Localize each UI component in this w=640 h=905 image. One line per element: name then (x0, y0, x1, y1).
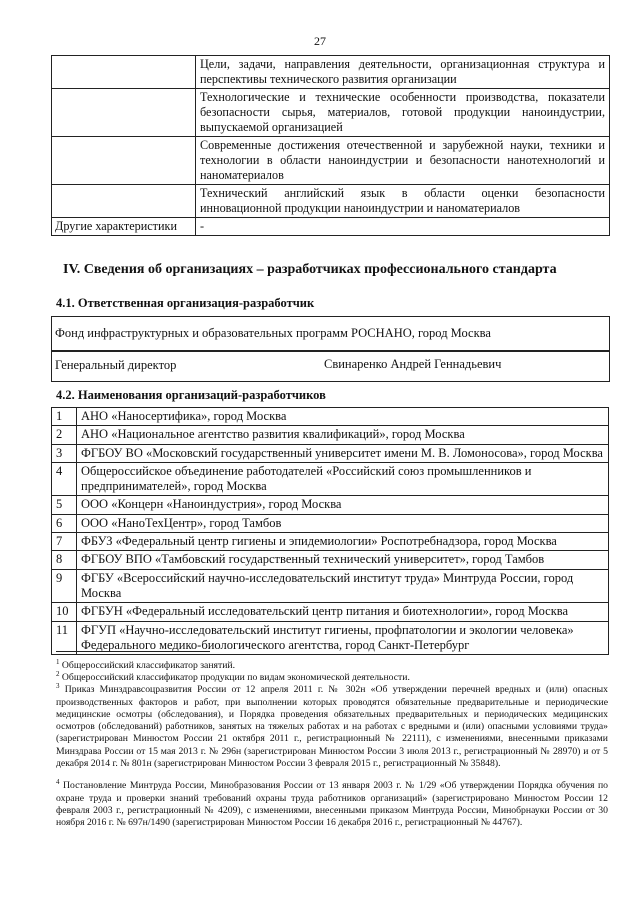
row-number: 11 (52, 621, 77, 655)
row-number: 4 (52, 462, 77, 496)
org-name: ФГБУН «Федеральный исследовательский центр питания и биотехнологии», город Москва (77, 603, 609, 621)
table-row (52, 462, 609, 496)
table-row (52, 218, 610, 236)
footnote (56, 680, 608, 770)
footnote (56, 776, 608, 829)
row-number: 10 (52, 603, 77, 621)
footnote-text: Общероссийский классификатор занятий. (61, 660, 236, 672)
table-row (52, 551, 609, 569)
org-name: Общероссийское объединение работодателей «Российский союз промышленников и предпринимателей», город Москва (77, 462, 609, 496)
org-name: ООО «НаноТехЦентр», город Тамбов (77, 514, 609, 532)
table-row (52, 137, 610, 185)
row-number: 7 (52, 533, 77, 551)
row-number: 5 (52, 496, 77, 514)
table-cell (52, 137, 196, 185)
org-name: ООО «Концерн «Наноиндустрия», город Москва (77, 496, 609, 514)
org-name: АНО «Наносертифика», город Москва (77, 408, 609, 426)
responsible-person-box (51, 350, 610, 382)
footnote-text: Постановление Минтруда России, Минобразования России от 13 января 2003 г. № 1/29 «Об утверждении Порядка обучения по охране труда и проверки знаний требований охраны труда работников организаций» (зарегистрировано Минюстом России 12 февраля 2003 г., регистрационный № 4209), с изменениями, внесенными приказом Минтруда России, Минобрнауки России от 30 ноября 2016 г. № 697н/1490 (зарегистрирован Минюстом России 16 декабря 2016 г., регистрационный № 44767). (56, 780, 608, 829)
responsible-org: Фонд инфраструктурных и образовательных программ РОСНАНО, город Москва (55, 326, 491, 340)
table-row (52, 621, 609, 655)
footnote-text: Приказ Минздравсоцразвития России от 12 апреля 2011 г. № 302н «Об утверждении перечней вредных и (или) опасных производственных факторов и работ, при выполнении которых проводятся обязательные предварительные и периодические медицинские осмотры (обследования), и Порядка проведения обязательных предварительных и периодических медицинских осмотров (обследований) работников, занятых на тяжелых работах и на работах с вредными и (или) опасными условиями труда» (зарегистрирован Минюстом России 21 октября 2011 г., регистрационный № 22111), с изменениями, внесенными приказами Минздрава России от 15 мая 2013 г. № 296н (зарегистрирован Минюстом России 3 июля 2013 г., регистрационный № 28970) и от 5 декабря 2014 г. № 801н (зарегистрирован Минюстом России 3 февраля 2015 г., регистрационный № 35848). (56, 684, 609, 770)
row-number: 6 (52, 514, 77, 532)
org-name: ФГБОУ ВО «Московский государственный университет имени М. В. Ломоносова», город Москва (77, 444, 609, 462)
table-row (52, 444, 609, 462)
row-number: 3 (52, 444, 77, 462)
footnote-mark: 3 (56, 682, 60, 690)
table-row (52, 56, 610, 89)
table-row (52, 185, 610, 218)
row-number: 1 (52, 408, 77, 426)
table-cell: Технический английский язык в области оценки безопасности инновационной продукции наноиндустрии и наноматериалов (196, 185, 610, 218)
page-number: 27 (314, 34, 326, 48)
section-title: IV. Сведения об организациях – разработчиках профессионального стандарта (63, 262, 557, 277)
table-row (52, 496, 609, 514)
footnote-divider (56, 651, 210, 652)
table-row (52, 569, 609, 603)
row-number: 2 (52, 426, 77, 444)
table-row (52, 408, 609, 426)
footnote-mark: 1 (56, 658, 60, 666)
table-row (52, 514, 609, 532)
requirements-table (51, 55, 610, 236)
responsible-person: Свинаренко Андрей Геннадьевич (324, 357, 502, 371)
table-cell: Технологические и технические особенности производства, показатели безопасности сырья, материалов, готовой продукции наноиндустрии, выпускаемой организацией (196, 89, 610, 137)
table-cell (52, 185, 196, 218)
developers-heading: 4.2. Наименования организаций-разработчиков (56, 388, 326, 402)
org-name: ФГБОУ ВПО «Тамбовский государственный технический университет», город Тамбов (77, 551, 609, 569)
org-name: ФГУП «Научно-исследовательский институт гигиены, профпатологии и экологии человека» Федерального медико-биологического агентства, город Санкт-Петербург (77, 621, 609, 655)
table-row (52, 533, 609, 551)
org-name: АНО «Национальное агентство развития квалификаций», город Москва (77, 426, 609, 444)
table-row (52, 603, 609, 621)
table-cell: Другие характеристики (52, 218, 196, 236)
responsible-org-box (51, 316, 610, 352)
developers-table (51, 407, 609, 655)
table-cell: Современные достижения отечественной и зарубежной науки, техники и технологии в области наноиндустрии и безопасности нанотехнологий и наноматериалов (196, 137, 610, 185)
responsible-heading: 4.1. Ответственная организация-разработчик (56, 296, 315, 310)
row-number: 8 (52, 551, 77, 569)
table-cell (52, 89, 196, 137)
table-cell: Цели, задачи, направления деятельности, организационная структура и перспективы технического развития организации (196, 56, 610, 89)
footnote-text: Общероссийский классификатор продукции по видам экономической деятельности. (61, 672, 410, 684)
footnote-mark: 4 (56, 778, 60, 786)
table-cell: - (196, 218, 610, 236)
table-row (52, 89, 610, 137)
org-name: ФБУЗ «Федеральный центр гигиены и эпидемиологии» Роспотребнадзора, город Москва (77, 533, 609, 551)
responsible-position: Генеральный директор (55, 358, 177, 372)
table-cell (52, 56, 196, 89)
table-row (52, 426, 609, 444)
footnote-mark: 2 (56, 670, 60, 678)
row-number: 9 (52, 569, 77, 603)
org-name: ФГБУ «Всероссийский научно-исследовательский институт труда» Минтруда России, город Москва (77, 569, 609, 603)
